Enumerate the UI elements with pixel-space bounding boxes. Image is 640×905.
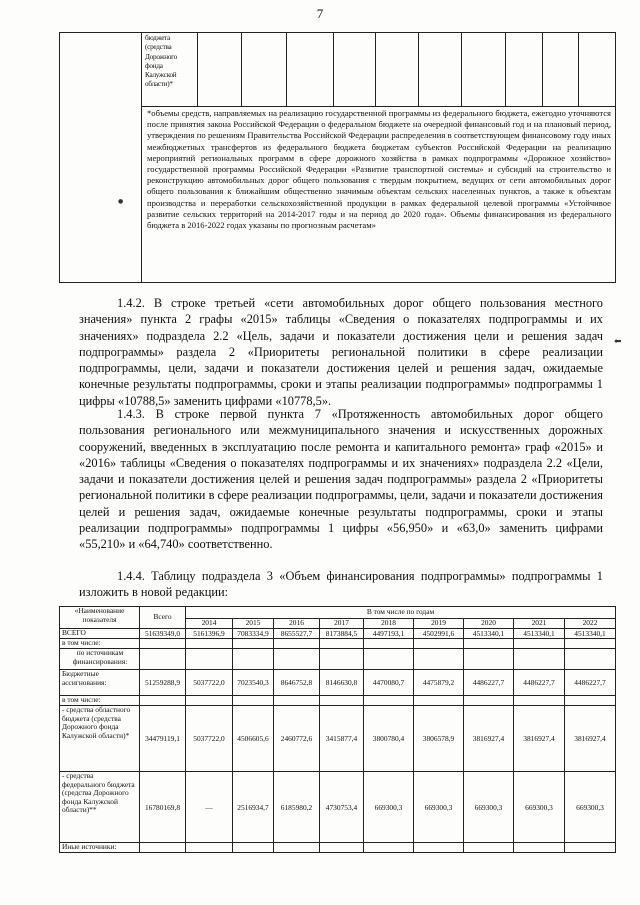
funding-source-label: бюджета (средства Дорожного фонда Калужской области)*: [142, 33, 198, 107]
col-header-years-group: В том числе по годам: [186, 607, 616, 619]
cell-value: 4475879,2: [414, 670, 464, 696]
cell-value: 51259288,9: [140, 670, 186, 696]
row-label: Бюджетные ассигнования:: [60, 670, 140, 696]
federal-budget-footnote: *объемы средств, направляемых на реализацию государственной программы из федерального бюджета, ежегодно уточняются после принятия закона Российской Федерации о федеральном бюджете на очередной финансовый год и на плановый период, утверждения по решениям Правительства Российской Федерации распределения в соответствующем финансовому году иных межбюджетных трансфертов из федерального бюджета бюджетам субъектов Российской Федерации на реализацию мероприятий региональных программ в сфере дорожного хозяйства в рамках подпрограммы «Дорожное хозяйство» государственной программы Российской Федерации «Развитие транспортной системы» и субсидий на строительство и реконструкцию автомобильных дорог общего пользования с твердым покрытием, ведущих от сети автомобильных дорог общего пользования к ближайшим общественно значимым объектам сельских населенных пунктов, а также к объектам производства и переработки сельскохозяйственной продукции в рамках федеральной целевой программы «Устойчивое развитие сельских территорий на 2014-2017 годы и на период до 2020 года». Объемы финансирования из федерального бюджета в 2016-2022 годах указаны по прогнозным расчетам»: [142, 107, 616, 283]
table-row-other: [60, 843, 616, 853]
year-header: 2017: [320, 619, 364, 629]
cell-value: 669300,3: [364, 772, 414, 843]
cell-value: 669300,3: [414, 772, 464, 843]
cell-value: 4513340,1: [514, 629, 565, 639]
col-header-total: Всего: [140, 607, 186, 629]
cell-value: 16780169,8: [140, 772, 186, 843]
cell-value: 5037722,0: [186, 706, 233, 772]
cell-value: 3816927,4: [514, 706, 565, 772]
cell-value: 4486227,7: [464, 670, 514, 696]
cell-value: 8173884,5: [320, 629, 364, 639]
year-header: 2016: [274, 619, 320, 629]
empty-cell: [60, 33, 142, 283]
cell-value: 34479119,1: [140, 706, 186, 772]
cell-value: 3415877,4: [320, 706, 364, 772]
row-label: в том числе:: [60, 639, 140, 649]
row-label: в том числе:: [60, 696, 140, 706]
cell-value: 5161396,9: [186, 629, 233, 639]
paragraph-1-4-2: 1.4.2. В строке третьей «сети автомобильных дорог общего пользования местного значения» пункта 2 графы «2015» таблицы «Сведения о показателях подпрограммы и их значениях» подраздела 2.2 «Цель, задачи и показатели достижения цели и решения задач подпрограммы» раздела 2 «Приоритеты региональной политики в сфере реализации подпрограммы, цели, задачи и показатели достижения целей и решения задач, ожидаемые конечные результаты подпрограммы, сроки и этапы реализации подпрограммы» подпрограммы 1 цифры «10788,5» заменить цифрами «10778,5».: [79, 296, 603, 408]
scan-mark: ⬅: [614, 337, 622, 347]
row-label: Иные источники:: [60, 843, 140, 853]
year-header: 2021: [514, 619, 565, 629]
cell-value: 4470080,7: [364, 670, 414, 696]
cell-value: —: [186, 772, 233, 843]
cell-value: 8646752,8: [274, 670, 320, 696]
scan-dot: ●: [118, 198, 124, 205]
year-header: 2014: [186, 619, 233, 629]
cell-value: 4486227,7: [565, 670, 616, 696]
cell-value: 4513340,1: [565, 629, 616, 639]
table-row-incl: [60, 696, 616, 706]
year-header: 2022: [565, 619, 616, 629]
page-number: 7: [316, 6, 324, 21]
cell-value: 669300,3: [565, 772, 616, 843]
table-row-budget: [60, 670, 616, 696]
cell-value: 2516934,7: [233, 772, 274, 843]
cell-value: 4502991,6: [414, 629, 464, 639]
cell-value: 4506605,6: [233, 706, 274, 772]
cell-value: 6185980,2: [274, 772, 320, 843]
cell-value: 5037722,0: [186, 670, 233, 696]
row-label: ВСЕГО: [60, 629, 140, 639]
cell-value: 3816927,4: [464, 706, 514, 772]
cell-value: 669300,3: [464, 772, 514, 843]
year-header: 2019: [414, 619, 464, 629]
row-label: - средства федерального бюджета (средства Дорожного фонда Калужской области)**: [60, 772, 140, 843]
cell-value: 4497193,1: [364, 629, 414, 639]
cell-value: 4513340,1: [464, 629, 514, 639]
year-header: 2020: [464, 619, 514, 629]
cell-value: 669300,3: [514, 772, 565, 843]
table-row-incl: [60, 639, 616, 649]
cell-value: 4486227,7: [514, 670, 565, 696]
cell-value: 3816927,4: [565, 706, 616, 772]
cell-value: 7083334,9: [233, 629, 274, 639]
cell-value: 2460772,6: [274, 706, 320, 772]
paragraph-1-4-3: 1.4.3. В строке первой пункта 7 «Протяженность автомобильных дорог общего пользования регионального или межмуниципального значения и искусственных дорожных сооружений, введенных в эксплуатацию после ремонта и капитального ремонта» граф «2015» и «2016» таблицы «Сведения о показателях подпрограммы и их значениях» подраздела 2.2 «Цели, задачи и показатели достижения целей и решения задач подпрограммы» раздела 2 «Приоритеты региональной политики в сфере реализации подпрограммы, цели, задачи и показатели достижения целей и решения задач, ожидаемые конечные результаты подпрограммы, сроки и этапы реализации подпрограммы» подпрограммы 1 цифры «56,950» и «63,0» заменить цифрами «55,210» и «64,740» соответственно.: [79, 407, 603, 552]
cell-value: 7023540,3: [233, 670, 274, 696]
year-header: 2018: [364, 619, 414, 629]
table-row-by-sources: [60, 649, 616, 670]
table-row-federal: [60, 772, 616, 843]
year-header: 2015: [233, 619, 274, 629]
row-label: - средства областного бюджета (средства Дорожного фонда Калужской области)*: [60, 706, 140, 772]
cell-value: 8655527,7: [274, 629, 320, 639]
row-label: по источникам финансирования:: [60, 649, 140, 670]
cell-value: 4730753,4: [320, 772, 364, 843]
table-row-total: [60, 629, 616, 639]
continued-table-fragment: [59, 32, 616, 283]
paragraph-1-4-4: 1.4.4. Таблицу подраздела 3 «Объем финансирования подпрограммы» подпрограммы 1 изложить в новой редакции:: [79, 569, 603, 600]
col-header-name: «Наименование показателя: [60, 607, 140, 629]
cell-value: 8146630,8: [320, 670, 364, 696]
cell-value: 3800780,4: [364, 706, 414, 772]
financing-table: [59, 606, 616, 853]
table-row-regional: [60, 706, 616, 772]
cell-value: 3806578,9: [414, 706, 464, 772]
cell-value: 51639349,0: [140, 629, 186, 639]
